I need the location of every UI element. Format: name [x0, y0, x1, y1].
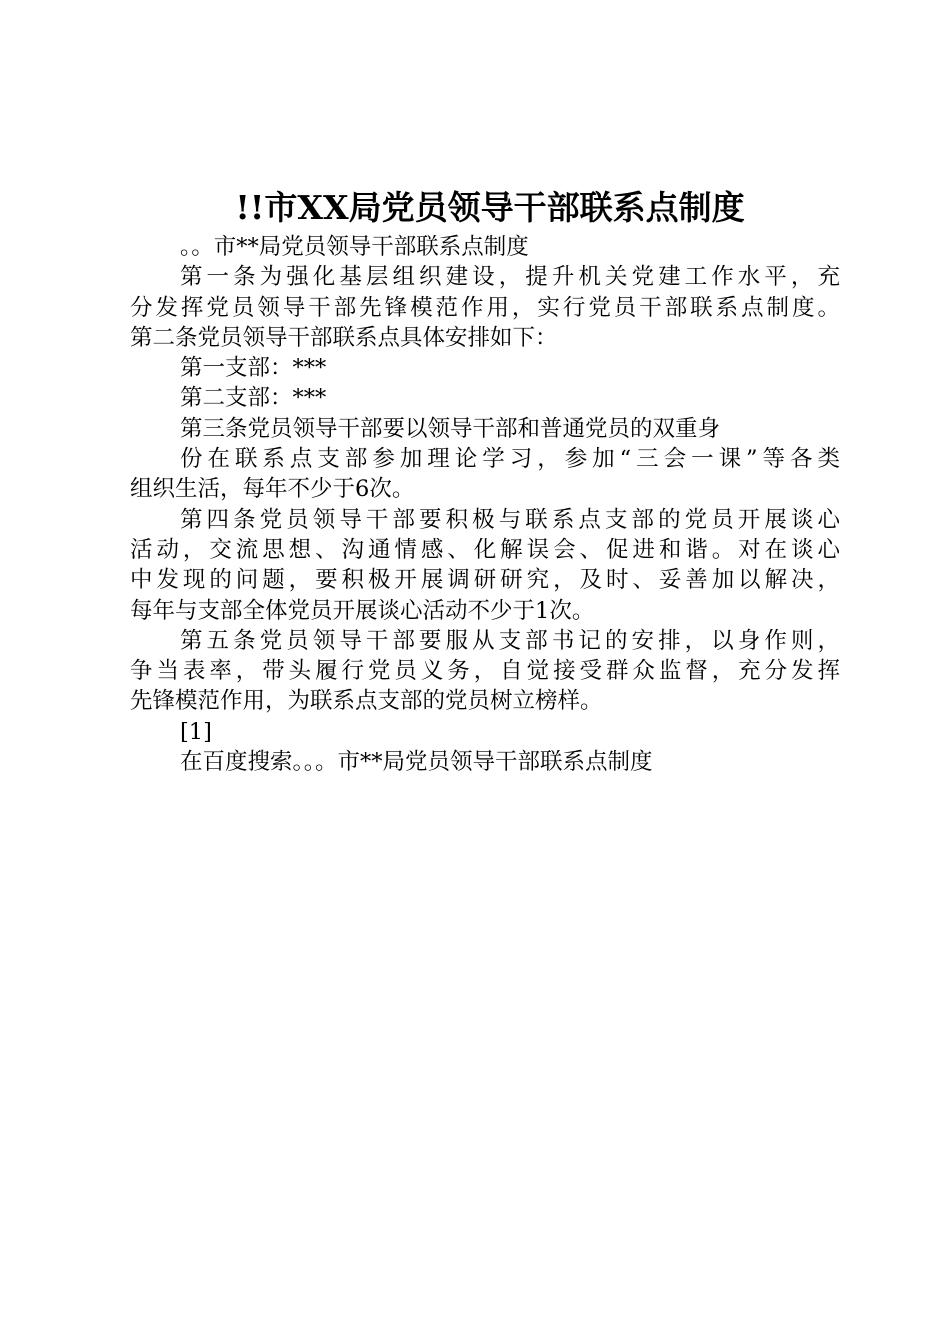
body-line-9: 组织生活，每年不少于6次。: [130, 476, 415, 503]
body-line-10: 第四条党员领导干部要积极与联系点支部的党员开展谈心: [180, 506, 840, 533]
body-line-2: 第一条为强化基层组织建设，提升机关党建工作水平，充: [180, 264, 840, 291]
body-line-3: 分发挥党员领导干部先锋模范作用，实行党员干部联系点制度。: [130, 294, 840, 321]
footnote-marker: [1]: [180, 718, 212, 745]
body-line-14: 第五条党员领导干部要服从支部书记的安排，以身作则，: [180, 627, 840, 654]
body-line-5: 第一支部：***: [180, 355, 327, 382]
body-line-6: 第二支部：***: [180, 385, 327, 412]
body-line-16: 先锋模范作用，为联系点支部的党员树立榜样。: [130, 688, 603, 715]
body-line-1: 。。市**局党员领导干部联系点制度: [180, 234, 529, 260]
search-footer-line: 在百度搜索。。。市**局党员领导干部联系点制度: [180, 749, 653, 776]
body-line-7: 第三条党员领导干部要以领导干部和普通党员的双重身: [180, 415, 721, 442]
body-line-11: 活动，交流思想、沟通情感、化解误会、促进和谐。对在谈心: [130, 536, 840, 563]
body-line-4: 第二条党员领导干部联系点具体安排如下：: [130, 324, 558, 351]
body-line-13: 每年与支部全体党员开展谈心活动不少于1次。: [130, 597, 595, 624]
body-line-15: 争当表率，带头履行党员义务，自觉接受群众监督，充分发挥: [130, 658, 840, 685]
document-body: [130, 232, 840, 777]
body-line-8: 份在联系点支部参加理论学习，参加“三会一课”等各类: [180, 446, 840, 473]
body-line-12: 中发现的问题，要积极开展调研研究，及时、妥善加以解决，: [130, 567, 840, 594]
document-title: !!市XX局党员领导干部联系点制度: [235, 188, 745, 227]
